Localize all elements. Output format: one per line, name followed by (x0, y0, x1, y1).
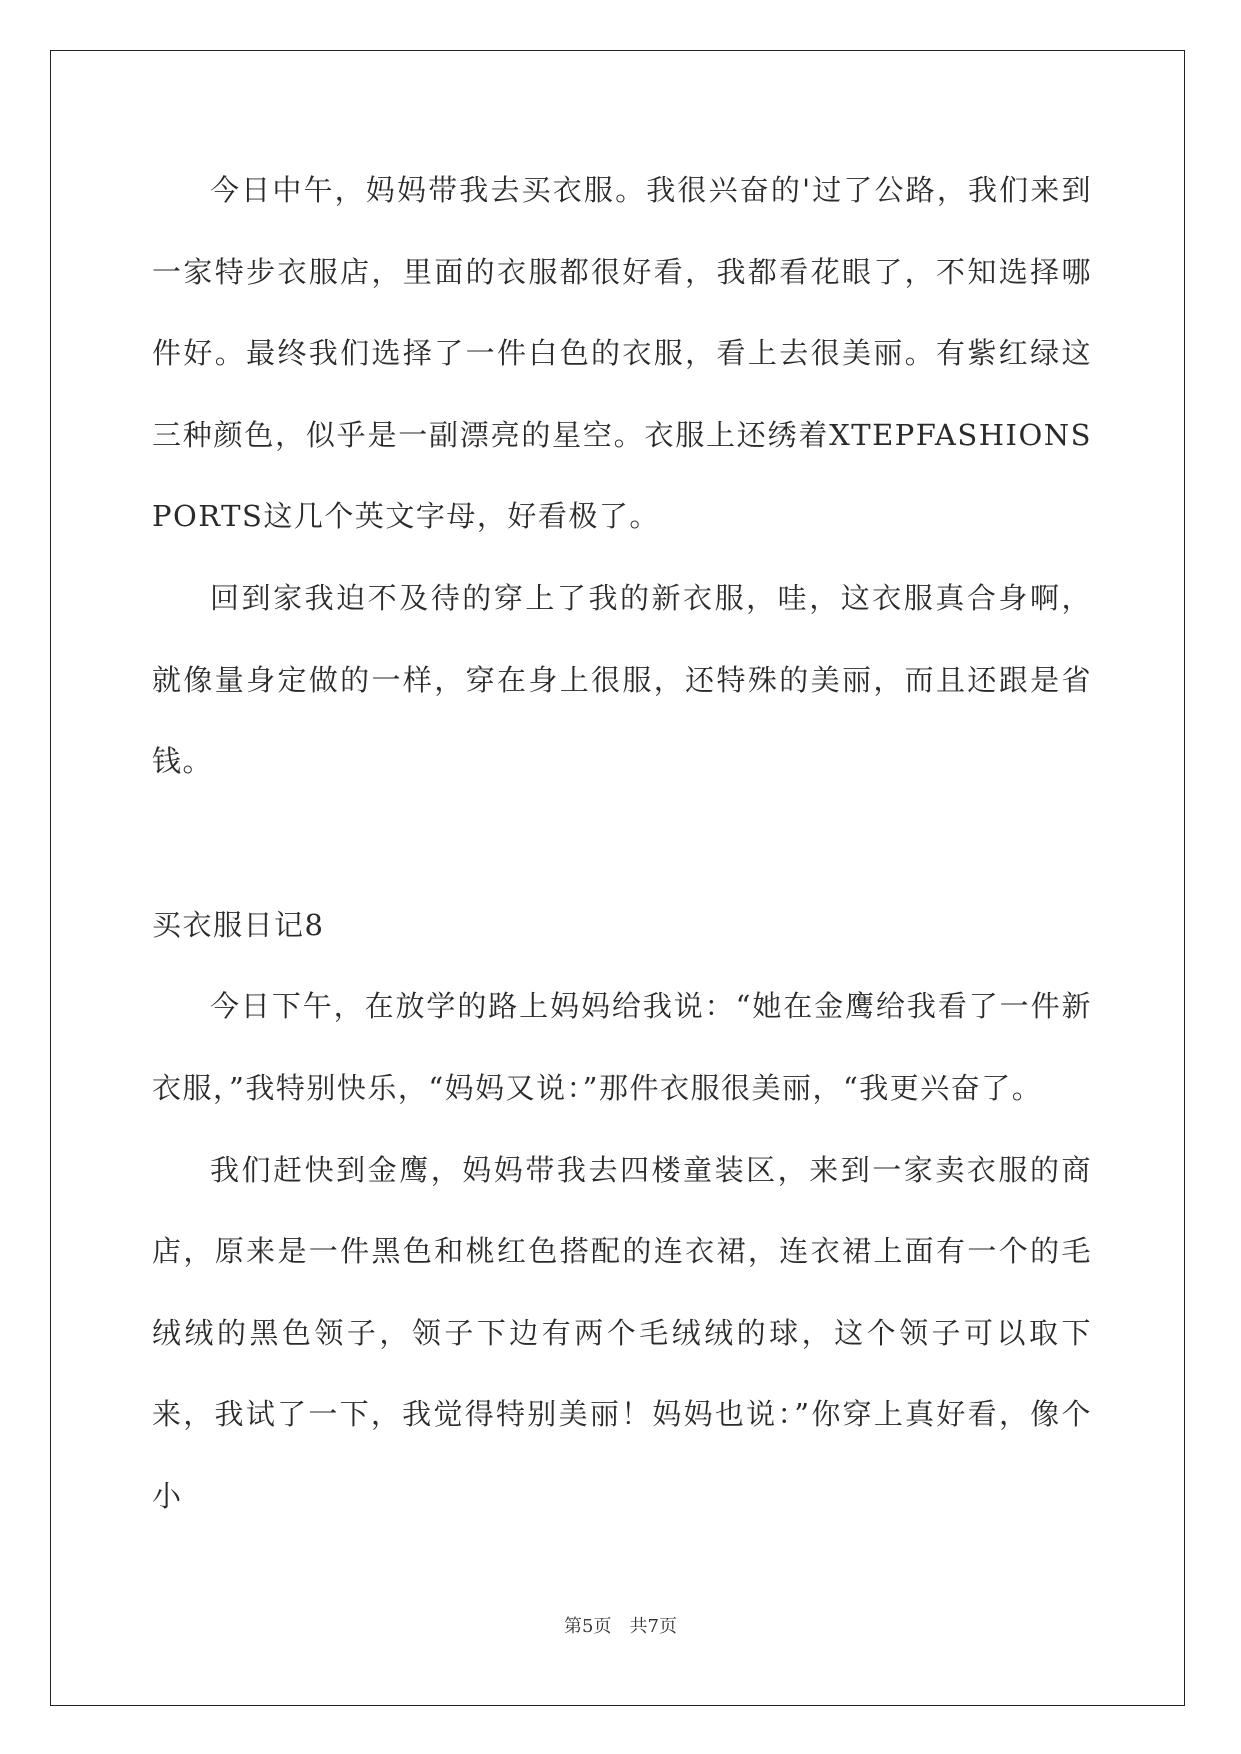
section-spacer (152, 803, 1092, 885)
paragraph-mom-news: 今日下午，在放学的路上妈妈给我说：“她在金鹰给我看了一件新衣服，”我特别快乐，“妈妈又说：”那件衣服很美丽，“我更兴奋了。 (152, 989, 1092, 1105)
paragraph-store-visit: 我们赶快到金鹰，妈妈带我去四楼童装区，来到一家卖衣服的商店，原来是一件黑色和桃红色搭配的连衣裙，连衣裙上面有一个的毛绒绒的黑色领子，领子下边有两个毛绒绒的球，这个领子可以取下来，我试了一下，我觉得特别美丽！妈妈也说：”你穿上真好看，像个小 (152, 1152, 1092, 1513)
page-footer (0, 1612, 1241, 1638)
section-heading: 买衣服日记8 (152, 907, 325, 942)
paragraph-shopping-trip: 今日中午，妈妈带我去买衣服。我很兴奋的'过了公路，我们来到一家特步衣服店，里面的衣服都很好看，我都看花眼了，不知选择哪件好。最终我们选择了一件白色的衣服，看上去很美丽。有紫红绿这三种颜色，似乎是一副漂亮的星空。衣服上还绣着XTEPFASHIONSPORTS这几个英文字母，好看极了。 (152, 173, 1092, 534)
document-body (152, 150, 1092, 1538)
paragraph-trying-on: 回到家我迫不及待的穿上了我的新衣服，哇，这衣服真合身啊，就像量身定做的一样，穿在身上很服，还特殊的美丽，而且还跟是省钱。 (152, 580, 1092, 779)
page-number-total: 共7页 (629, 1616, 677, 1637)
page-number-current: 第5页 (564, 1616, 612, 1637)
